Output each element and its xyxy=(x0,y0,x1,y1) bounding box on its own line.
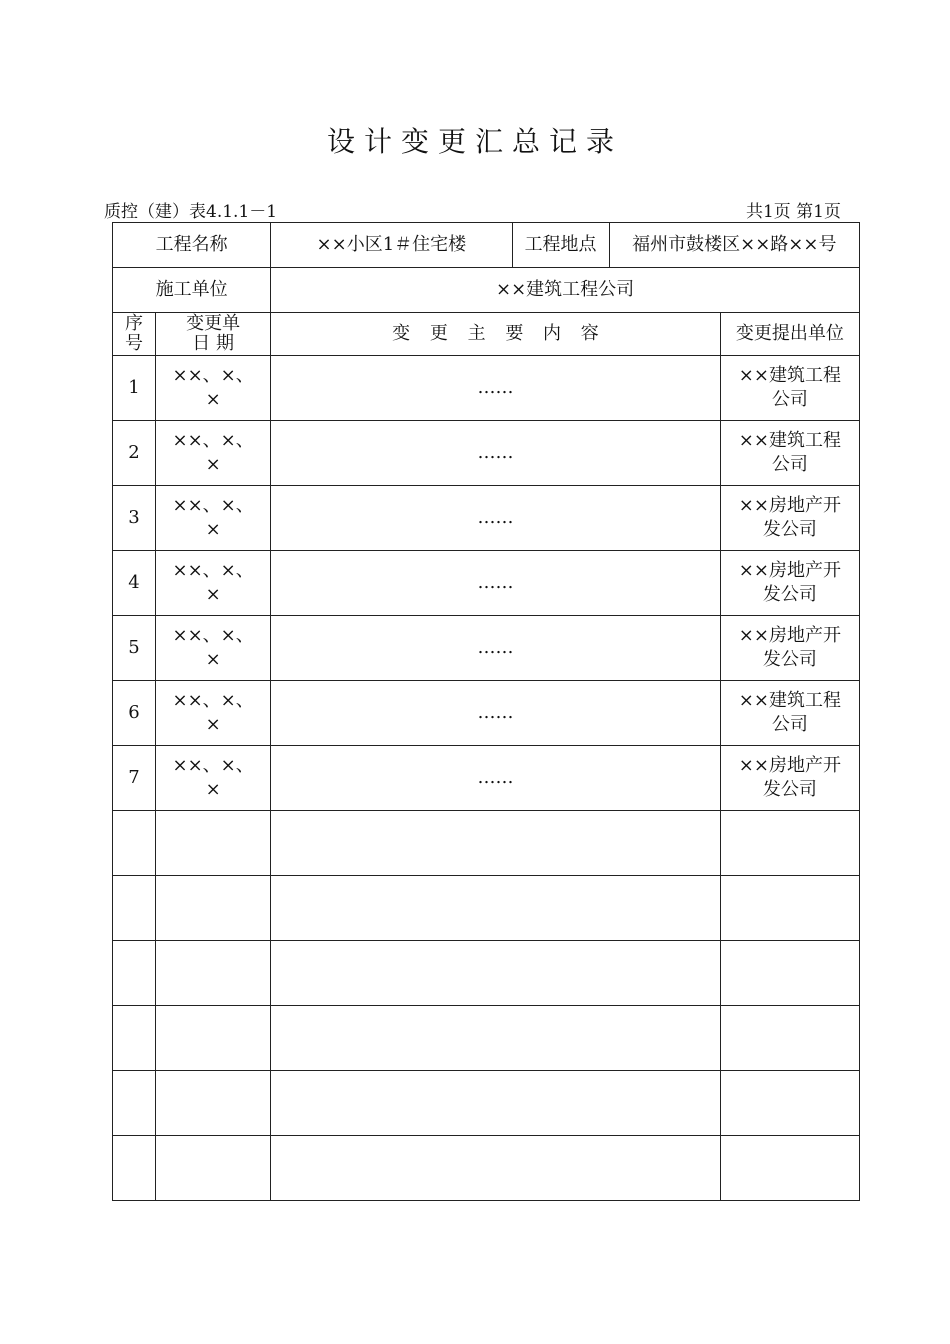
table-row xyxy=(113,616,860,681)
empty-unit-cell xyxy=(720,876,859,941)
empty-date-cell xyxy=(156,876,271,941)
table-row xyxy=(113,356,860,421)
row-content: …… xyxy=(271,681,721,746)
empty-row xyxy=(113,1006,860,1071)
row-unit xyxy=(720,746,859,811)
row-date xyxy=(156,486,271,551)
empty-content-cell xyxy=(271,811,721,876)
row-date-line2: × xyxy=(205,649,221,670)
table-row xyxy=(113,681,860,746)
form-code: 质控（建）表4.1.1－1 xyxy=(104,202,278,222)
empty-unit-cell xyxy=(720,811,859,876)
row-unit-line2: 公司 xyxy=(771,389,808,410)
empty-seq-cell xyxy=(113,1136,156,1201)
row-unit-line1: ××建筑工程 xyxy=(738,430,841,451)
empty-seq-cell xyxy=(113,1006,156,1071)
date-header-line1: 变更单 xyxy=(186,313,241,334)
empty-date-cell xyxy=(156,1071,271,1136)
row-unit-line1: ××房地产开 xyxy=(738,625,841,646)
empty-content-cell xyxy=(271,941,721,1006)
empty-row xyxy=(113,876,860,941)
location-label: 工程地点 xyxy=(512,223,609,268)
empty-content-cell xyxy=(271,1071,721,1136)
empty-unit-cell xyxy=(720,1006,859,1071)
project-name-value: ××小区1＃住宅楼 xyxy=(271,223,512,268)
row-date-line2: × xyxy=(205,584,221,605)
contractor-label: 施工单位 xyxy=(113,268,271,313)
row-unit-line1: ××建筑工程 xyxy=(738,690,841,711)
project-name-label: 工程名称 xyxy=(113,223,271,268)
page-title: 设计变更汇总记录 xyxy=(326,125,623,158)
row-unit-line2: 发公司 xyxy=(762,779,817,800)
row-date-line1: ××、×、 xyxy=(172,625,254,646)
table-row xyxy=(113,551,860,616)
row-date-line2: × xyxy=(205,519,221,540)
empty-row xyxy=(113,1071,860,1136)
empty-unit-cell xyxy=(720,1071,859,1136)
row-seq: 1 xyxy=(113,356,156,421)
row-date-line2: × xyxy=(205,779,221,800)
empty-date-cell xyxy=(156,1006,271,1071)
empty-unit-cell xyxy=(720,941,859,1006)
empty-row xyxy=(113,811,860,876)
row-date-line1: ××、×、 xyxy=(172,755,254,776)
empty-row xyxy=(113,941,860,1006)
row-unit-line1: ××房地产开 xyxy=(738,560,841,581)
contractor-value: ××建筑工程公司 xyxy=(271,268,860,313)
empty-row xyxy=(113,1136,860,1201)
row-unit-line2: 发公司 xyxy=(762,649,817,670)
row-unit-line1: ××房地产开 xyxy=(738,495,841,516)
row-content: …… xyxy=(271,551,721,616)
page-info: 共1页 第1页 xyxy=(745,202,841,222)
row-date xyxy=(156,421,271,486)
empty-seq-cell xyxy=(113,811,156,876)
row-date-line1: ××、×、 xyxy=(172,690,254,711)
empty-seq-cell xyxy=(113,1071,156,1136)
row-seq: 3 xyxy=(113,486,156,551)
row-seq: 6 xyxy=(113,681,156,746)
row-content: …… xyxy=(271,356,721,421)
row-unit-line1: ××建筑工程 xyxy=(738,365,841,386)
row-seq: 4 xyxy=(113,551,156,616)
row-content: …… xyxy=(271,421,721,486)
row-unit-line2: 公司 xyxy=(771,714,808,735)
content-header: 变 更 主 要 内 容 xyxy=(271,313,721,356)
row-unit xyxy=(720,421,859,486)
empty-date-cell xyxy=(156,941,271,1006)
row-unit xyxy=(720,616,859,681)
row-seq: 7 xyxy=(113,746,156,811)
table-row xyxy=(113,421,860,486)
row-date xyxy=(156,356,271,421)
location-value: 福州市鼓楼区××路××号 xyxy=(609,223,859,268)
date-header xyxy=(156,313,271,356)
row-date-line1: ××、×、 xyxy=(172,365,254,386)
empty-unit-cell xyxy=(720,1136,859,1201)
empty-content-cell xyxy=(271,876,721,941)
empty-date-cell xyxy=(156,811,271,876)
date-header-line2: 日 期 xyxy=(192,333,234,354)
row-content: …… xyxy=(271,486,721,551)
seq-header-line2: 号 xyxy=(125,333,144,354)
project-name-row xyxy=(113,223,860,268)
seq-header xyxy=(113,313,156,356)
row-date-line1: ××、×、 xyxy=(172,430,254,451)
row-date xyxy=(156,551,271,616)
row-date-line2: × xyxy=(205,389,221,410)
row-date xyxy=(156,746,271,811)
row-unit-line1: ××房地产开 xyxy=(738,755,841,776)
row-unit xyxy=(720,551,859,616)
row-date xyxy=(156,616,271,681)
row-unit xyxy=(720,681,859,746)
row-unit xyxy=(720,486,859,551)
empty-date-cell xyxy=(156,1136,271,1201)
contractor-row xyxy=(113,268,860,313)
row-date-line1: ××、×、 xyxy=(172,495,254,516)
row-content: …… xyxy=(271,616,721,681)
row-seq: 5 xyxy=(113,616,156,681)
column-header-row xyxy=(113,313,860,356)
empty-seq-cell xyxy=(113,876,156,941)
row-content: …… xyxy=(271,746,721,811)
empty-content-cell xyxy=(271,1006,721,1071)
table-row xyxy=(113,486,860,551)
unit-header: 变更提出单位 xyxy=(720,313,859,356)
row-unit xyxy=(720,356,859,421)
empty-content-cell xyxy=(271,1136,721,1201)
row-unit-line2: 发公司 xyxy=(762,584,817,605)
row-date-line2: × xyxy=(205,454,221,475)
empty-seq-cell xyxy=(113,941,156,1006)
change-summary-table xyxy=(112,222,860,1201)
row-unit-line2: 公司 xyxy=(771,454,808,475)
row-seq: 2 xyxy=(113,421,156,486)
row-date-line2: × xyxy=(205,714,221,735)
table-row xyxy=(113,746,860,811)
row-date xyxy=(156,681,271,746)
seq-header-line1: 序 xyxy=(125,313,144,334)
row-unit-line2: 发公司 xyxy=(762,519,817,540)
row-date-line1: ××、×、 xyxy=(172,560,254,581)
